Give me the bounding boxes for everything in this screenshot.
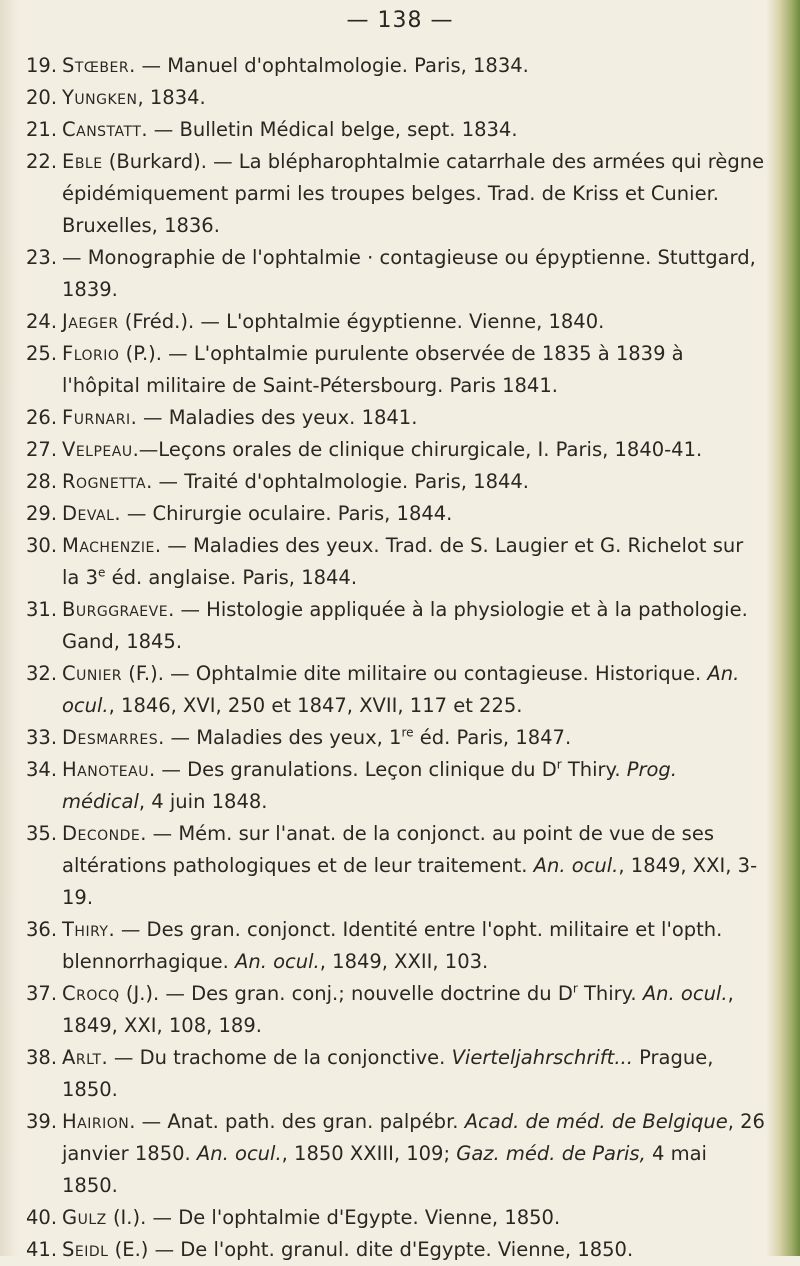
reference-number: 35. <box>26 822 58 845</box>
reference-text <box>62 594 766 658</box>
reference-entry <box>26 338 766 402</box>
reference-number: 41. <box>26 1238 58 1261</box>
reference-segment: .—Leçons orales de clinique chirurgicale, I. Paris, 1840-41. <box>132 438 703 461</box>
superscript: r <box>572 981 578 996</box>
reference-text <box>62 466 766 498</box>
reference-segment: , 4 juin 1848. <box>138 790 268 813</box>
reference-segment: — Monographie de l'ophtalmie · contagieuse ou épyptienne. Stuttgard, 1839. <box>62 246 756 301</box>
reference-number: 40. <box>26 1206 58 1229</box>
reference-text <box>62 82 766 114</box>
reference-entry <box>26 530 766 594</box>
reference-author: Thiry <box>62 918 109 941</box>
reference-segment: . — Histologie appliquée à la physiologie et à la pathologie. Gand, 1845. <box>62 598 748 653</box>
reference-segment: Prague, 1850. <box>62 1046 714 1101</box>
reference-number: 36. <box>26 918 58 941</box>
reference-author: Deconde <box>62 822 141 845</box>
reference-number: 21. <box>26 118 58 141</box>
reference-journal: Vierteljahrschrift... <box>451 1046 633 1069</box>
reference-segment: éd. anglaise. Paris, 1844. <box>105 566 358 589</box>
reference-segment: . — Bulletin Médical belge, sept. 1834. <box>141 118 518 141</box>
reference-author: Hairion <box>62 1110 130 1133</box>
reference-text <box>62 722 766 754</box>
reference-text <box>62 1202 766 1234</box>
reference-number: 34. <box>26 758 58 781</box>
reference-journal: An. ocul. <box>642 982 728 1005</box>
reference-text <box>62 434 766 466</box>
reference-number: 33. <box>26 726 58 749</box>
reference-text <box>62 306 766 338</box>
reference-text <box>62 530 766 594</box>
reference-entry <box>26 594 766 658</box>
reference-entry <box>26 978 766 1042</box>
reference-entry <box>26 914 766 978</box>
reference-number: 26. <box>26 406 58 429</box>
reference-author: Yungken <box>62 86 138 109</box>
reference-entry <box>26 1234 766 1266</box>
reference-text <box>62 1106 766 1202</box>
superscript: r <box>556 757 562 772</box>
reference-text <box>62 914 766 978</box>
reference-segment: , 1849, XXII, 103. <box>319 950 489 973</box>
reference-segment: (E.) — De l'opht. granul. dite d'Egypte. Vienne, 1850. <box>108 1238 634 1261</box>
reference-number: 31. <box>26 598 58 621</box>
reference-segment: (P.). — L'ophtalmie purulente observée de 1835 à 1839 à l'hôpital militaire de Saint-Pétersbourg. Paris 1841. <box>62 342 684 397</box>
reference-segment: (I.). — De l'ophtalmie d'Egypte. Vienne, 1850. <box>106 1206 561 1229</box>
reference-entry <box>26 1042 766 1106</box>
reference-entry <box>26 82 766 114</box>
reference-number: 37. <box>26 982 58 1005</box>
bibliography-list <box>26 50 766 1266</box>
reference-author: Seidl <box>62 1238 109 1261</box>
reference-journal: An. ocul. <box>62 662 740 717</box>
reference-text <box>62 402 766 434</box>
page-edge-shadow <box>766 0 800 1256</box>
reference-segment: . — Du trachome de la conjonctive. <box>101 1046 452 1069</box>
reference-number: 19. <box>26 54 58 77</box>
reference-text <box>62 50 766 82</box>
reference-author: Machenzie <box>62 534 155 557</box>
reference-segment: Thiry. <box>577 982 643 1005</box>
reference-author: Hanoteau <box>62 758 149 781</box>
reference-author: Burggraeve <box>62 598 169 621</box>
reference-text <box>62 338 766 402</box>
reference-number: 27. <box>26 438 58 461</box>
reference-author: Florio <box>62 342 120 365</box>
reference-segment: (Burkard). — La blépharophtalmie catarrhale des armées qui règne épidémiquement parmi les troupes belges. Trad. de Kriss et Cunier. Bruxelles, 1836. <box>62 150 765 237</box>
page-gutter-shadow <box>0 0 18 1256</box>
reference-segment: . — Maladies des yeux. Trad. de S. Laugier et G. Richelot sur la 3 <box>62 534 744 589</box>
reference-journal: Prog. médical <box>62 758 678 813</box>
reference-segment: , 1849, XXI, 3-19. <box>62 854 758 909</box>
reference-segment: (J.). — Des gran. conj.; nouvelle doctrine du D <box>119 982 573 1005</box>
reference-segment: , 1850 XXIII, 109; <box>281 1142 457 1165</box>
reference-author: Arlt <box>62 1046 102 1069</box>
reference-entry <box>26 114 766 146</box>
superscript: e <box>97 565 106 580</box>
reference-entry <box>26 722 766 754</box>
reference-segment: (Fréd.). — L'ophtalmie égyptienne. Vienne, 1840. <box>118 310 605 333</box>
reference-journal: An. ocul. <box>533 854 619 877</box>
reference-number: 30. <box>26 534 58 557</box>
reference-journal: Gaz. méd. de Paris, <box>456 1142 646 1165</box>
reference-author: Canstatt <box>62 118 142 141</box>
reference-segment: . — Chirurgie oculaire. Paris, 1844. <box>114 502 453 525</box>
reference-segment: . — Anat. path. des gran. palpébr. <box>129 1110 465 1133</box>
reference-text <box>62 1042 766 1106</box>
reference-journal: Acad. de méd. de Belgique <box>464 1110 728 1133</box>
reference-segment: (F.). — Ophtalmie dite militaire ou contagieuse. Historique. <box>122 662 708 685</box>
reference-number: 23. <box>26 246 58 269</box>
reference-author: Crocq <box>62 982 120 1005</box>
reference-segment: , 26 janvier 1850. <box>62 1110 765 1165</box>
reference-author: Gulz <box>62 1206 107 1229</box>
reference-text <box>62 242 766 306</box>
reference-segment: . — Des gran. conjonct. Identité entre l'opht. militaire et l'opth. blennorrhagique. <box>62 918 723 973</box>
reference-segment: . — Traité d'ophtalmologie. Paris, 1844. <box>146 470 529 493</box>
reference-number: 28. <box>26 470 58 493</box>
reference-text <box>62 498 766 530</box>
reference-number: 32. <box>26 662 58 685</box>
reference-segment: . — Manuel d'ophtalmologie. Paris, 1834. <box>129 54 529 77</box>
reference-text <box>62 114 766 146</box>
reference-segment: . — Mém. sur l'anat. de la conjonct. au point de vue de ses altérations pathologiques et de leur traitement. <box>62 822 715 877</box>
reference-entry <box>26 498 766 530</box>
reference-segment: . — Des granulations. Leçon clinique du D <box>148 758 557 781</box>
reference-number: 25. <box>26 342 58 365</box>
reference-entry <box>26 242 766 306</box>
reference-entry <box>26 1202 766 1234</box>
reference-journal: An. ocul. <box>196 1142 282 1165</box>
reference-number: 38. <box>26 1046 58 1069</box>
reference-entry <box>26 306 766 338</box>
reference-author: Deval <box>62 502 115 525</box>
reference-number: 22. <box>26 150 58 173</box>
reference-author: Eble <box>62 150 103 173</box>
reference-entry <box>26 434 766 466</box>
reference-author: Furnari <box>62 406 131 429</box>
reference-author: Rognetta <box>62 470 147 493</box>
reference-number: 20. <box>26 86 58 109</box>
reference-segment: éd. Paris, 1847. <box>413 726 572 749</box>
reference-segment: . — Maladies des yeux, 1 <box>158 726 402 749</box>
reference-journal: An. ocul. <box>235 950 320 973</box>
reference-entry <box>26 818 766 914</box>
reference-author: Desmarres <box>62 726 159 749</box>
reference-number: 39. <box>26 1110 58 1133</box>
reference-text <box>62 146 766 242</box>
reference-entry <box>26 658 766 722</box>
reference-entry <box>26 1106 766 1202</box>
reference-author: Velpeau <box>62 438 133 461</box>
reference-segment: Thiry. <box>561 758 627 781</box>
page-number: — 138 — <box>346 8 454 33</box>
reference-entry <box>26 146 766 242</box>
reference-segment: , 1834. <box>137 86 206 109</box>
reference-number: 24. <box>26 310 58 333</box>
reference-text <box>62 1234 766 1266</box>
superscript: re <box>401 725 414 740</box>
reference-number: 29. <box>26 502 58 525</box>
reference-segment: 4 mai 1850. <box>62 1142 707 1197</box>
reference-segment: , 1846, XVI, 250 et 1847, XVII, 117 et 225. <box>108 694 523 717</box>
reference-segment: , 1849, XXI, 108, 189. <box>62 982 734 1037</box>
reference-text <box>62 754 766 818</box>
reference-author: Stœber <box>62 54 130 77</box>
reference-text <box>62 818 766 914</box>
reference-entry <box>26 466 766 498</box>
reference-entry <box>26 402 766 434</box>
reference-text <box>62 978 766 1042</box>
reference-entry <box>26 50 766 82</box>
reference-author: Cunier <box>62 662 123 685</box>
reference-text <box>62 658 766 722</box>
reference-author: Jaeger <box>62 310 119 333</box>
reference-segment: . — Maladies des yeux. 1841. <box>130 406 418 429</box>
reference-entry <box>26 754 766 818</box>
